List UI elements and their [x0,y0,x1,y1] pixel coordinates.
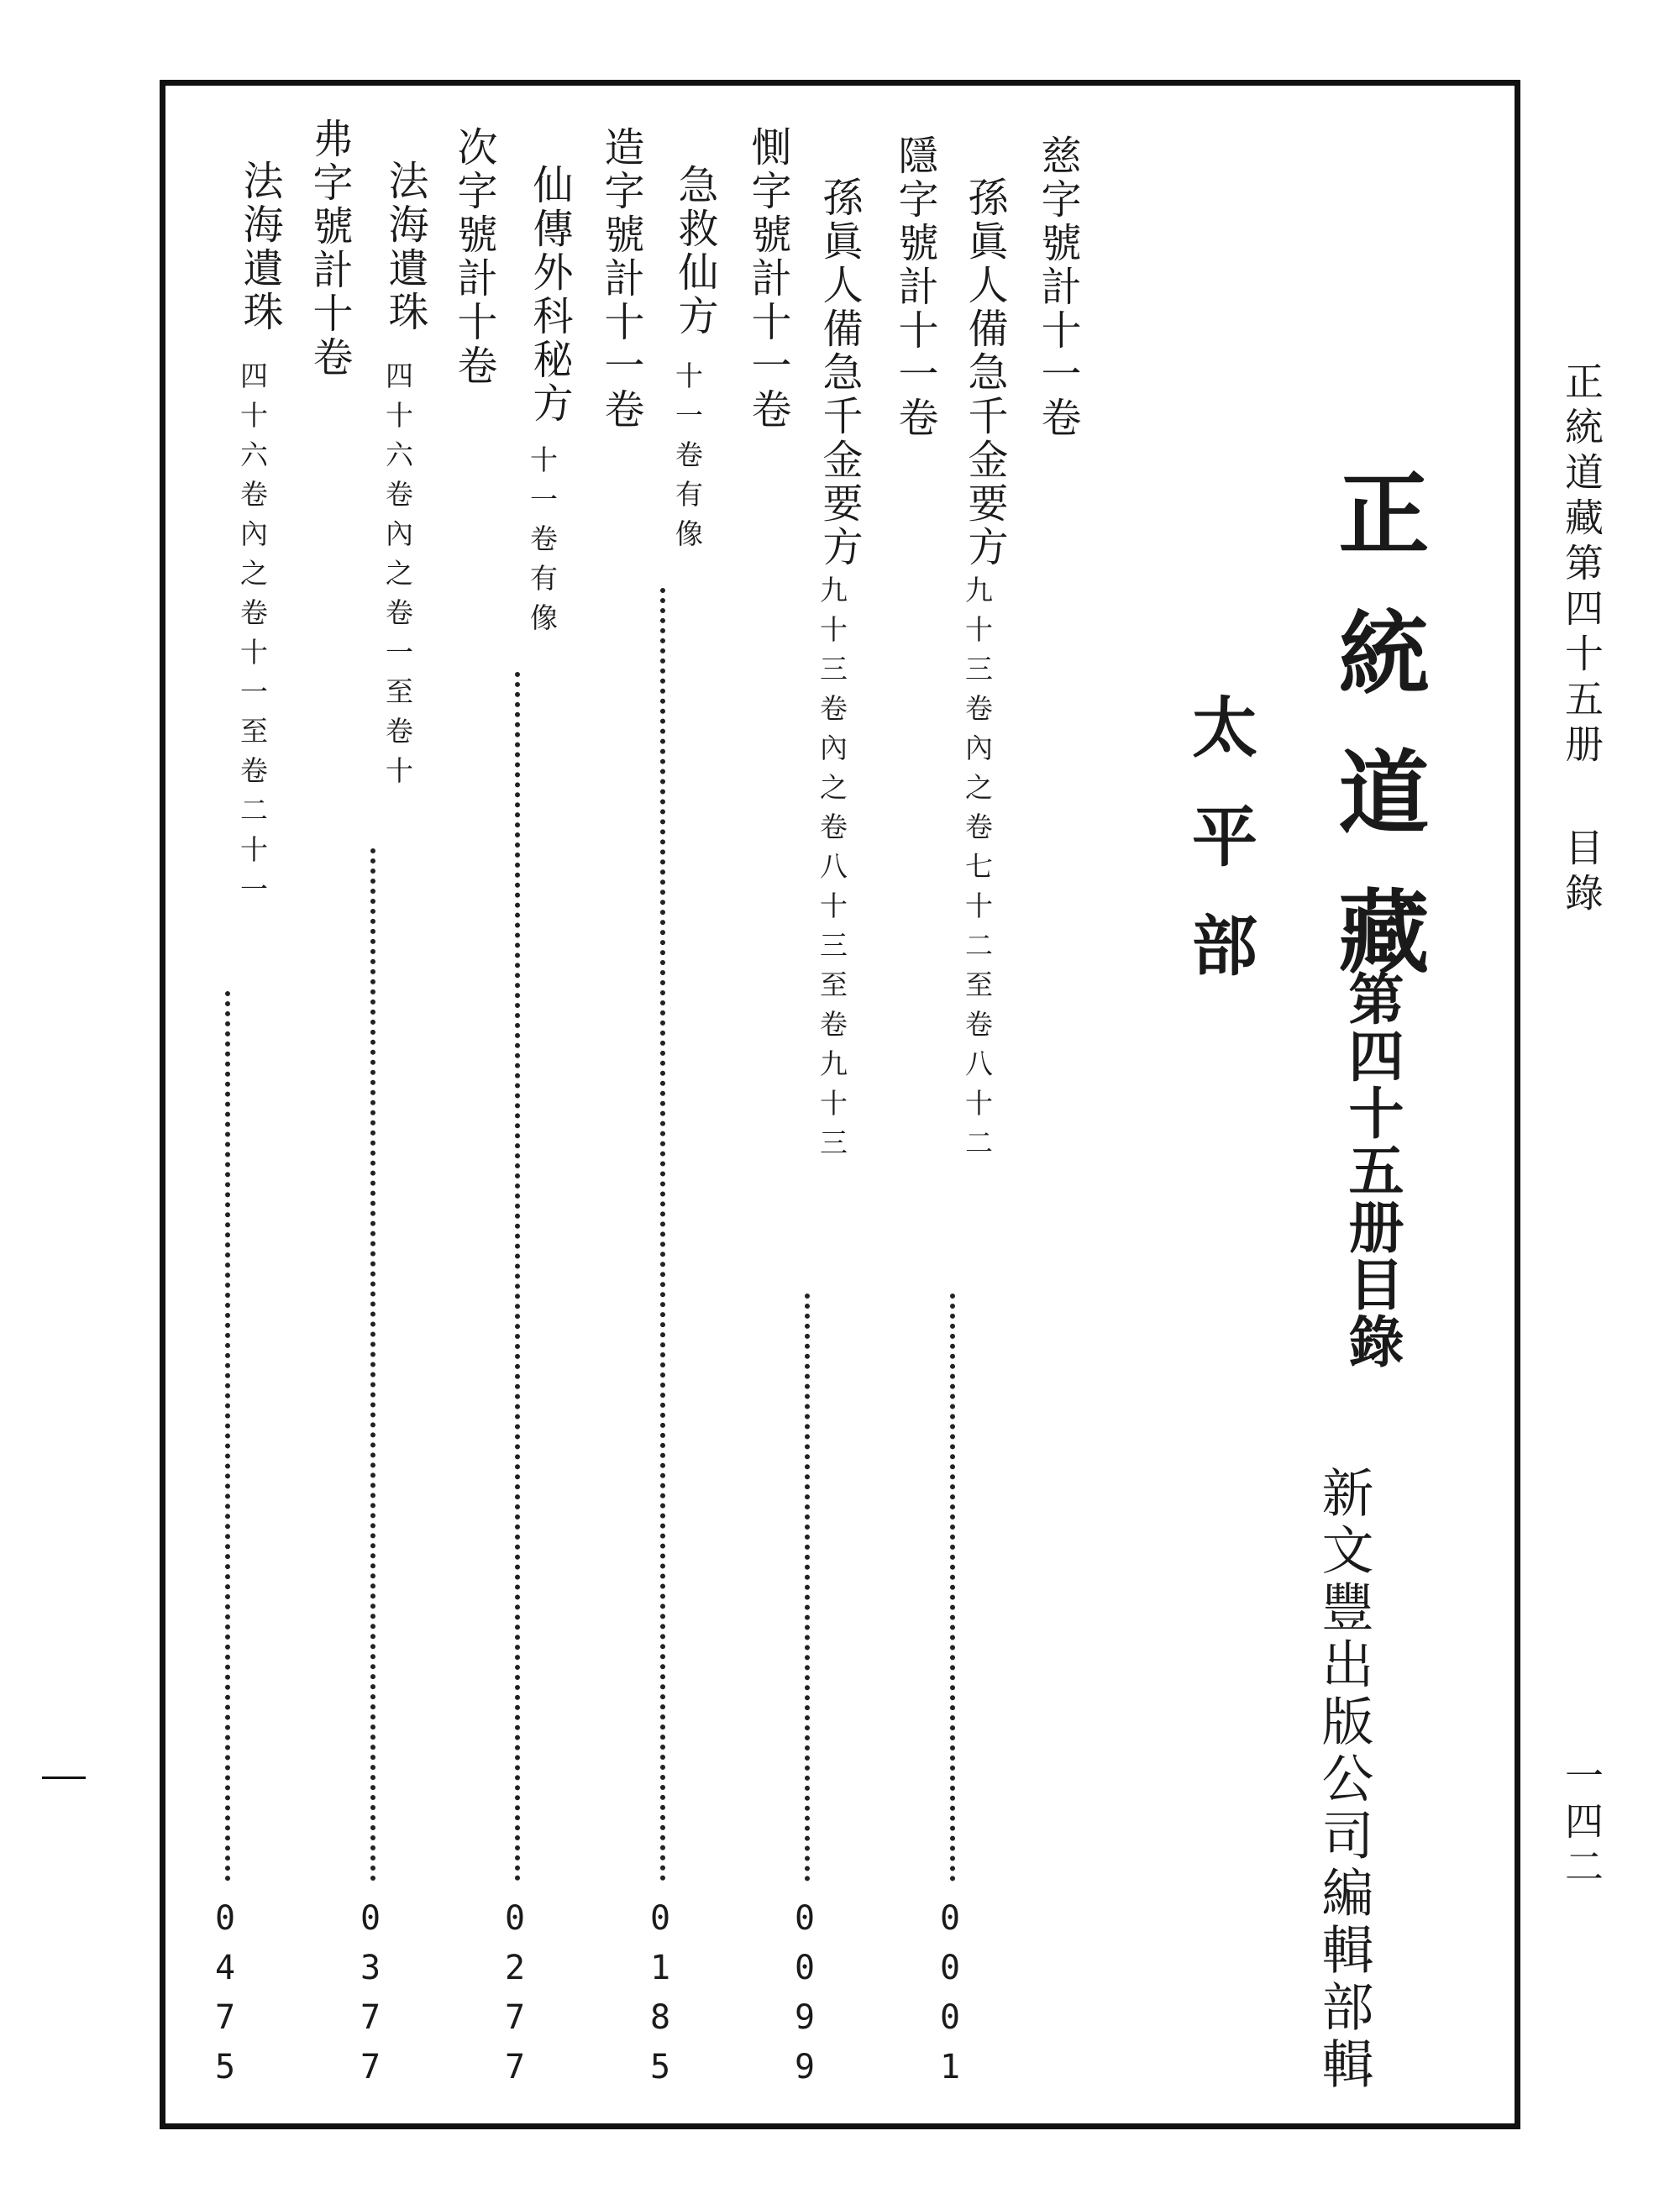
running-section: 目錄 [1559,827,1604,918]
entry-title: 仙傳外科秘方 [526,164,573,426]
leader-dots [805,1294,810,1881]
page-title: 正統道藏 [1323,466,1428,1024]
entry-title: 孫眞人備急千金要方 [816,176,863,569]
entry-title: 法海遺珠 [236,160,283,334]
entry-title: 急救仙方 [671,164,718,339]
volume-title: 第四十五册目錄 [1339,970,1404,1370]
leader-dots [370,848,375,1881]
group-label: 惻字號計十一卷 [744,126,791,432]
entry-detail: 九十三卷內之卷八十三至卷九十三 [816,575,848,1168]
group-label: 隱字號計十一卷 [891,134,938,440]
page-number: 0185 [649,1899,671,2086]
running-title: 正統道藏第四十五册 [1559,361,1604,769]
group-label: 慈字號計十一卷 [1034,134,1081,440]
page-number: 0099 [794,1899,816,2086]
running-page-number: 一四二 [1559,1756,1604,1892]
leader-dots [515,672,520,1881]
entry-title: 法海遺珠 [381,160,428,334]
entry-detail: 四十六卷內之卷一至卷十 [381,361,414,795]
entry-detail: 九十三卷內之卷七十二至卷八十二 [961,575,994,1168]
leader-dots [950,1294,955,1881]
leader-dots [660,588,665,1881]
entry-detail: 十一卷有像 [526,445,559,643]
entry-detail: 十一卷有像 [671,361,704,559]
entry-title: 孫眞人備急千金要方 [961,176,1008,569]
group-label: 次字號計十卷 [450,126,497,388]
group-label: 造字號計十一卷 [597,126,644,432]
publisher: 新文豐出版公司編輯部輯 [1313,1466,1374,2094]
entry-detail: 四十六卷內之卷十一至卷二十一 [236,361,269,914]
page-number: 0377 [360,1899,381,2086]
page-number: 0001 [939,1899,961,2086]
leader-dots [225,991,230,1881]
page-number: 0277 [504,1899,526,2086]
group-label: 弗字號計十卷 [306,118,353,380]
page-number: 0475 [214,1899,236,2086]
department-title: 太平部 [1181,693,1257,1021]
gutter-mark [42,1777,86,1779]
